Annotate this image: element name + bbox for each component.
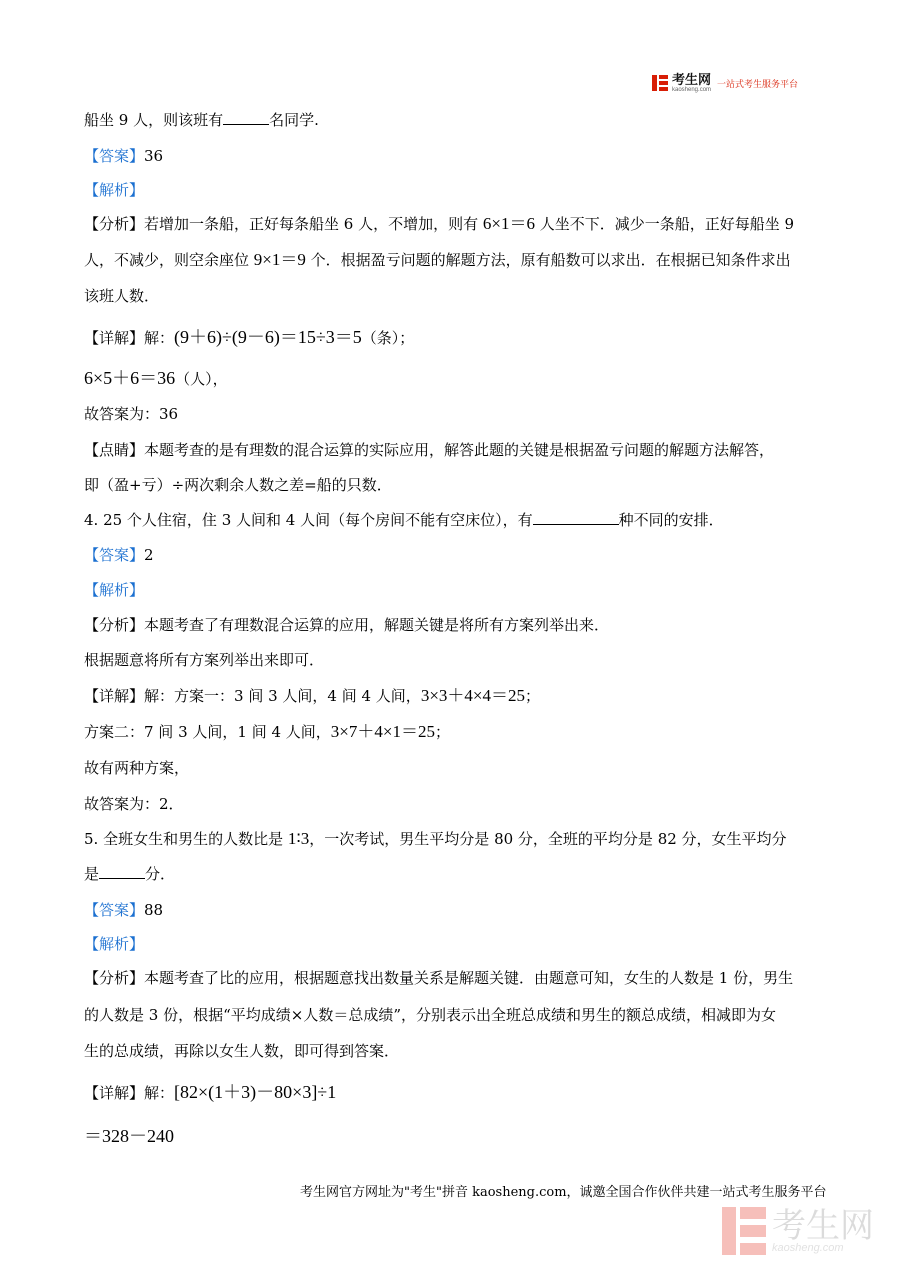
watermark-name: 考生网	[772, 1206, 874, 1245]
q5-question-line2: 是 分．	[84, 865, 176, 883]
q3-question-line: 船坐 9 人，则该班有 名同学.	[84, 111, 319, 129]
q4-xiangjie-line1: 【详解】解：方案一：3 间 3 人间，4 间 4 人间，3×3＋4×4＝25；	[84, 686, 541, 705]
q5-xiangjie-line1: 【详解】解：[82×(1＋3)－80×3]÷1	[84, 1082, 337, 1102]
q3-fenxi-line1: 【分析】若增加一条船，正好每条船坐 6 人，不增加，则有 6×1＝6 人坐不下．减少一条船，正好每船坐 9	[84, 214, 795, 233]
q4-xiangjie-line4: 故答案为：2．	[84, 795, 184, 813]
q3-fenxi-line3: 该班人数．	[84, 287, 160, 305]
watermark-logo-icon	[722, 1207, 766, 1255]
q3-dianjing-line1: 【点睛】本题考查的是有理数的混合运算的实际应用，解答此题的关键是根据盈亏问题的解题方法解答，	[84, 441, 775, 459]
answer-blank	[99, 864, 145, 879]
answer-blank	[533, 510, 619, 525]
q5-fenxi-line1: 【分析】本题考查了比的应用，根据题意找出数量关系是解题关键．由题意可知，女生的人数是 1 份，男生	[84, 969, 794, 987]
logo-domain: kaosheng.com	[672, 87, 712, 93]
q3-answer: 【答案】36	[84, 147, 164, 165]
q3-dianjing-line2: 即（盈+亏）÷两次剩余人数之差=船的只数．	[84, 476, 392, 494]
q4-xiangjie-line3: 故有两种方案，	[84, 759, 190, 777]
logo-icon	[652, 75, 668, 91]
q3-xiangjie-line1: 【详解】解：(9＋6)÷(9－6)＝15÷3＝5（条）；	[84, 327, 415, 347]
header-logo	[652, 72, 822, 94]
q5-analysis-tag: 【解析】	[84, 935, 145, 953]
logo-slogan: 一站式考生服务平台	[717, 78, 799, 89]
q5-fenxi-line2: 的人数是 3 份，根据“平均成绩×人数＝总成绩”，分别表示出全班总成绩和男生的额总成绩，相减即为女	[84, 1006, 776, 1024]
q5-question-line1: 5. 全班女生和男生的人数比是 1∶3，一次考试，男生平均分是 80 分，全班的平均分是 82 分，女生平均分	[84, 829, 787, 848]
logo-name: 考生网	[672, 72, 712, 87]
q3-xiangjie-line3: 故答案为：36	[84, 405, 179, 423]
q4-answer: 【答案】2	[84, 546, 154, 564]
q3-analysis-tag: 【解析】	[84, 181, 145, 199]
q4-analysis-tag: 【解析】	[84, 581, 145, 599]
watermark-domain: kaosheng.com	[772, 1241, 844, 1254]
page-footer: 考生网官方网址为"考生"拼音 kaosheng.com，诚邀全国合作伙伴共建一站式考生服务平台	[300, 1185, 827, 1200]
q5-fenxi-line3: 生的总成绩，再除以女生人数，即可得到答案．	[84, 1042, 400, 1060]
q4-question-line: 4. 25 个人住宿，住 3 人间和 4 人间（每个房间不能有空床位），有 种不同的安排．	[84, 511, 724, 529]
q4-fenxi-line1: 【分析】本题考查了有理数混合运算的应用，解题关键是将所有方案列举出来．	[84, 616, 610, 634]
q5-xiangjie-line2: ＝328－240	[84, 1126, 174, 1146]
answer-blank	[223, 110, 269, 125]
q4-xiangjie-line2: 方案二：7 间 3 人间，1 间 4 人间，3×7＋4×1＝25；	[84, 722, 450, 741]
watermark	[722, 1202, 892, 1260]
q3-fenxi-line2: 人，不减少，则空余座位 9×1＝9 个．根据盈亏问题的解题方法，原有船数可以求出．在根据已知条件求出	[84, 250, 791, 269]
q4-fenxi-line2: 根据题意将所有方案列举出来即可．	[84, 651, 325, 669]
q5-answer: 【答案】88	[84, 901, 164, 919]
q3-xiangjie-line2: 6×5＋6＝36（人），	[84, 368, 228, 388]
